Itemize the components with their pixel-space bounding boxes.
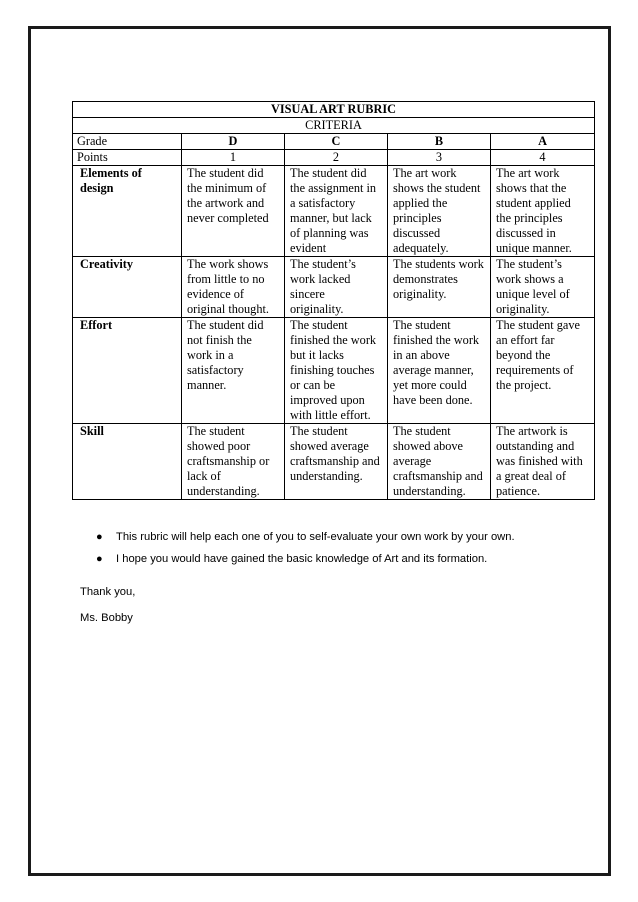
bullet-icon: ● (96, 553, 103, 565)
row-label-skill: Skill (73, 424, 182, 500)
row-label-effort: Effort (73, 318, 182, 424)
bullet-icon: ● (96, 531, 103, 543)
table-cell: The art work shows the student applied the principles discussed adequately. (388, 166, 491, 257)
table-cell: The student showed poor craftsmanship or lack of understanding. (182, 424, 285, 500)
table-cell: The work shows from little to no evidence of original thought. (182, 257, 285, 318)
table-cell: The art work shows that the student applied the principles discussed in unique manner. (491, 166, 595, 257)
points-a: 4 (491, 150, 595, 166)
table-cell: The student’s work lacked sincere originality. (285, 257, 388, 318)
table-cell: The student did not finish the work in a satisfactory manner. (182, 318, 285, 424)
points-label: Points (73, 150, 182, 166)
table-cell: The student gave an effort far beyond the requirements of the project. (491, 318, 595, 424)
grade-a: A (491, 134, 595, 150)
table-title: VISUAL ART RUBRIC (73, 102, 595, 118)
points-d: 1 (182, 150, 285, 166)
table-cell: The student did the minimum of the artwork and never completed (182, 166, 285, 257)
grade-b: B (388, 134, 491, 150)
visual-art-rubric-table (72, 101, 595, 500)
table-cell: The artwork is outstanding and was finished with a great deal of patience. (491, 424, 595, 500)
table-cell: The student finished the work but it lacks finishing touches or can be improved upon with little effort. (285, 318, 388, 424)
table-cell: The student finished the work in an above average manner, yet more could have been done. (388, 318, 491, 424)
notes-list (96, 528, 515, 572)
table-title-row (73, 102, 595, 118)
table-cell: The student showed above average craftsmanship and understanding. (388, 424, 491, 500)
table-row (73, 318, 595, 424)
closing-thanks: Thank you, (80, 586, 136, 598)
table-cell: The student’s work shows a unique level of originality. (491, 257, 595, 318)
table-cell: The student showed average craftsmanship and understanding. (285, 424, 388, 500)
row-label-creativity: Creativity (73, 257, 182, 318)
table-row (73, 166, 595, 257)
criteria-label: CRITERIA (73, 118, 595, 134)
row-label-elements-of-design: Elements of design (73, 166, 182, 257)
list-item (96, 550, 515, 572)
table-cell: The students work demonstrates originality. (388, 257, 491, 318)
criteria-row (73, 118, 595, 134)
grade-row (73, 134, 595, 150)
grade-c: C (285, 134, 388, 150)
note-text: This rubric will help each one of you to self-evaluate your own work by your own. (116, 531, 515, 543)
points-b: 3 (388, 150, 491, 166)
grade-d: D (182, 134, 285, 150)
note-text: I hope you would have gained the basic knowledge of Art and its formation. (116, 553, 488, 565)
points-row (73, 150, 595, 166)
signature: Ms. Bobby (80, 612, 133, 624)
table-row (73, 424, 595, 500)
points-c: 2 (285, 150, 388, 166)
list-item (96, 528, 515, 550)
table-cell: The student did the assignment in a satisfactory manner, but lack of planning was evident (285, 166, 388, 257)
grade-label: Grade (73, 134, 182, 150)
table-row (73, 257, 595, 318)
